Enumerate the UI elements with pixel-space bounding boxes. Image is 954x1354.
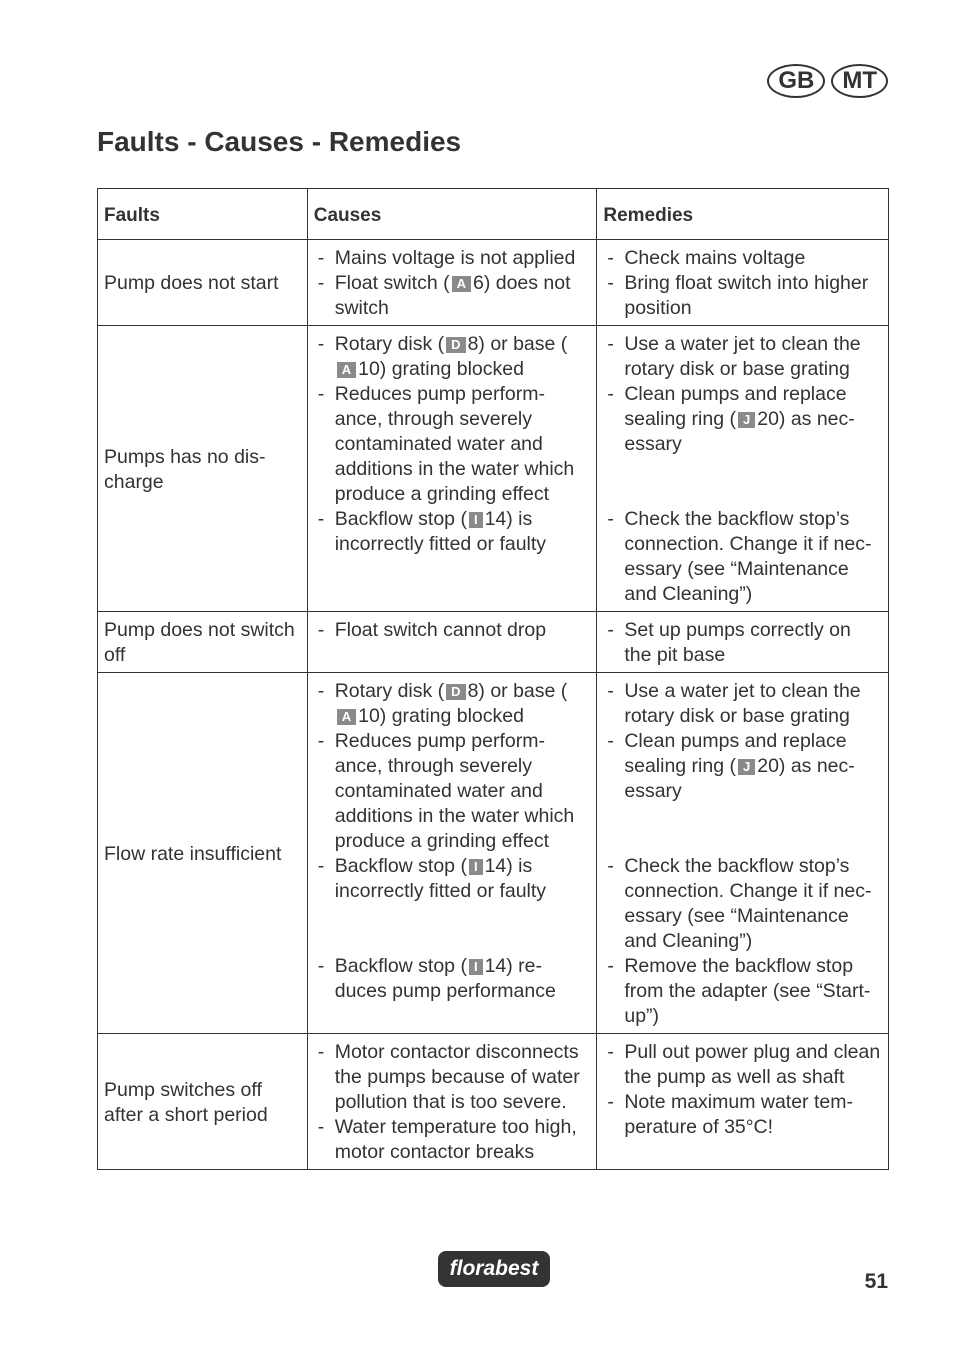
header-causes: Causes [307, 189, 597, 240]
table-row [98, 326, 889, 612]
causes-cell [307, 1034, 597, 1170]
remedies-cell [597, 1034, 889, 1170]
table-row [98, 240, 889, 326]
figure-ref-badge: A [337, 709, 356, 725]
remedies-cell [597, 240, 889, 326]
fault-cell: Pump does not switch off [98, 612, 308, 673]
list-item: - Reduces pump perform-ance, through severely contaminated water and additions in the water which produce a grinding effect [314, 382, 591, 507]
fault-cell: Pump switches off after a short period [98, 1034, 308, 1170]
figure-ref-badge: D [446, 337, 465, 353]
list-item: - Water temperature too high, motor contactor breaks [314, 1115, 591, 1165]
list-item: - Float switch ( A 6) does not switch [314, 271, 591, 321]
language-badges [767, 64, 888, 98]
causes-cell [307, 240, 597, 326]
list-item: - Motor contactor disconnects the pumps because of water pollution that is too severe. [314, 1040, 591, 1115]
table-header-row [98, 189, 889, 240]
list-item: - Float switch cannot drop [314, 618, 591, 643]
figure-ref-badge: A [452, 276, 471, 292]
figure-ref-badge: J [738, 412, 755, 428]
list-item: - Pull out power plug and clean the pump as well as shaft [603, 1040, 882, 1090]
list-item: - Use a water jet to clean the rotary disk or base grating [603, 332, 882, 382]
lang-badge-gb: GB [767, 64, 825, 98]
page-title: Faults - Causes - Remedies [97, 126, 462, 157]
list-item: - Mains voltage is not applied [314, 246, 591, 271]
remedies-cell [597, 326, 889, 612]
list-item: - Clean pumps and replace sealing ring ( J 20) as nec-essary [603, 382, 882, 457]
table-row [98, 1034, 889, 1170]
list-item: - Check the backflow stop’s connection. Change it if nec-essary (see “Maintenance and Cleaning”) [603, 854, 882, 954]
causes-cell [307, 673, 597, 1034]
lang-badge-mt: MT [831, 64, 888, 98]
table-row [98, 673, 889, 1034]
list-item: - Clean pumps and replace sealing ring ( J 20) as nec-essary [603, 729, 882, 804]
list-item: - Check the backflow stop’s connection. Change it if nec-essary (see “Maintenance and Cleaning”) [603, 507, 882, 607]
list-item: - Rotary disk ( D 8) or base (A 10) grating blocked [314, 332, 591, 382]
figure-ref-badge: I [469, 959, 483, 975]
page-number: 51 [864, 1270, 888, 1293]
list-item: - Backflow stop ( I 14) is incorrectly fitted or faulty [314, 507, 591, 557]
remedies-cell [597, 612, 889, 673]
fault-cell: Flow rate insufficient [98, 673, 308, 1034]
list-item: - Use a water jet to clean the rotary disk or base grating [603, 679, 882, 729]
list-item: - Bring float switch into higher position [603, 271, 882, 321]
figure-ref-badge: I [469, 859, 483, 875]
header-faults: Faults [98, 189, 308, 240]
figure-ref-badge: D [446, 684, 465, 700]
list-item: - Check mains voltage [603, 246, 882, 271]
fault-cell: Pump does not start [98, 240, 308, 326]
list-item: - Set up pumps correctly on the pit base [603, 618, 882, 668]
causes-cell [307, 612, 597, 673]
list-item: - Remove the backflow stop from the adapter (see “Start-up”) [603, 954, 882, 1029]
header-remedies: Remedies [597, 189, 889, 240]
list-item: - Backflow stop ( I 14) re-duces pump performance [314, 954, 591, 1004]
causes-cell [307, 326, 597, 612]
faults-table [97, 188, 889, 1170]
figure-ref-badge: J [738, 759, 755, 775]
list-item: - Note maximum water tem-perature of 35°C! [603, 1090, 882, 1140]
table-row [98, 612, 889, 673]
fault-cell: Pumps has no dis-charge [98, 326, 308, 612]
florabest-logo: florabest [438, 1251, 550, 1287]
figure-ref-badge: I [469, 512, 483, 528]
figure-ref-badge: A [337, 362, 356, 378]
remedies-cell [597, 673, 889, 1034]
list-item: - Backflow stop ( I 14) is incorrectly fitted or faulty [314, 854, 591, 904]
list-item: - Reduces pump perform-ance, through severely contaminated water and additions in the water which produce a grinding effect [314, 729, 591, 854]
list-item: - Rotary disk ( D 8) or base (A 10) grating blocked [314, 679, 591, 729]
